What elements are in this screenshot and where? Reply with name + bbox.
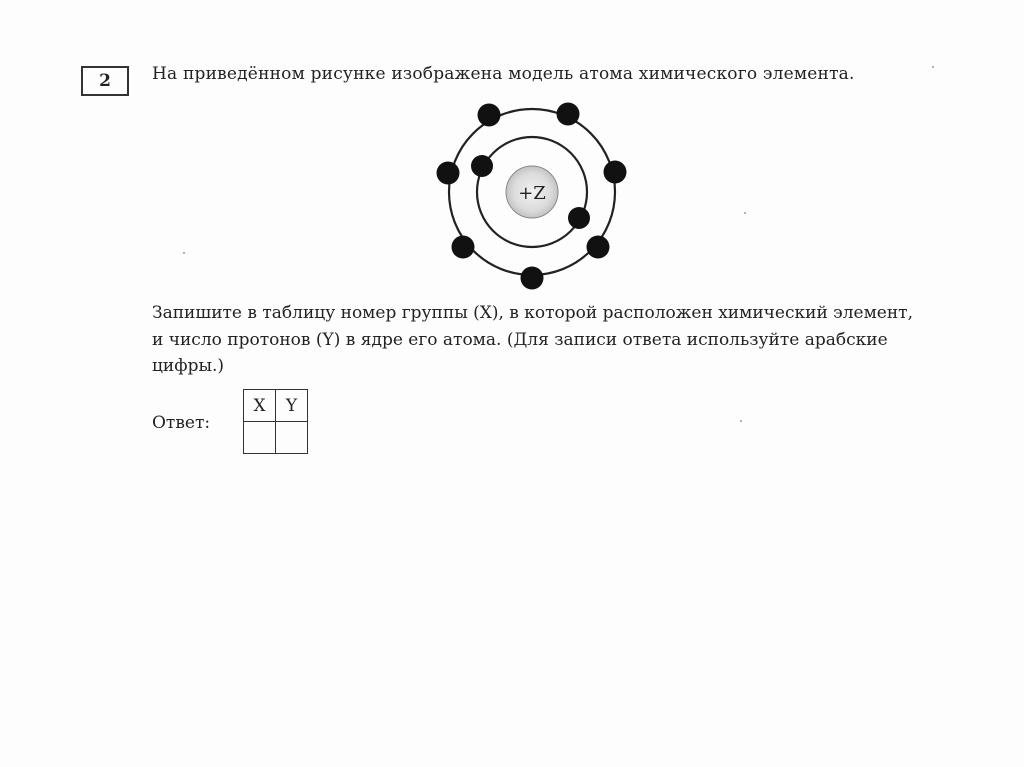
scan-speck <box>740 420 742 422</box>
instruction-line: цифры.) <box>152 356 225 376</box>
scan-speck <box>183 252 185 254</box>
task-instruction <box>152 300 982 380</box>
instruction-line: Запишите в таблицу номер группы (X), в которой расположен химический элемент, <box>152 303 913 323</box>
electron <box>557 103 580 126</box>
electron <box>521 267 544 290</box>
task-title: На приведённом рисунке изображена модель атома химического элемента. <box>152 64 855 84</box>
nucleus-label: +Z <box>518 183 546 204</box>
electron <box>437 162 460 185</box>
electron <box>452 236 475 259</box>
answer-value-row <box>244 422 308 454</box>
column-header-x: X <box>244 390 276 422</box>
electron <box>604 161 627 184</box>
column-header-y: Y <box>276 390 308 422</box>
scan-speck <box>744 212 746 214</box>
electron <box>587 236 610 259</box>
task-number-box: 2 <box>81 66 129 96</box>
answer-label: Ответ: <box>152 413 211 433</box>
answer-header-row <box>244 390 308 422</box>
atom-model-diagram <box>420 92 644 302</box>
electron <box>568 207 590 229</box>
answer-table <box>243 389 308 454</box>
answer-cell-y[interactable] <box>276 422 308 454</box>
scan-speck <box>932 66 934 68</box>
answer-cell-x[interactable] <box>244 422 276 454</box>
electron <box>478 104 501 127</box>
electron <box>471 155 493 177</box>
instruction-line: и число протонов (Y) в ядре его атома. (Для записи ответа используйте арабские <box>152 329 888 350</box>
